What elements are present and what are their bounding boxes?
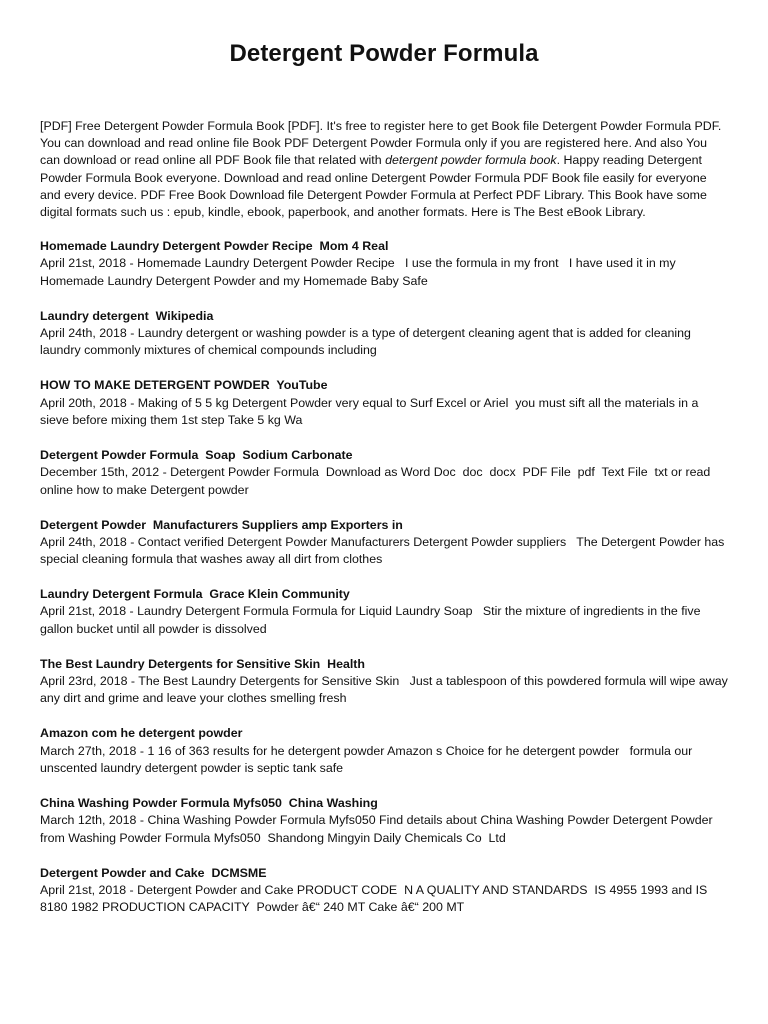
entry-title: Laundry detergent Wikipedia [40, 308, 214, 323]
entry-item [40, 308, 728, 360]
entry-item [40, 447, 728, 499]
entry-body: April 21st, 2018 - Laundry Detergent Formula Formula for Liquid Laundry Soap Stir the mixture of ingredients in the five gallon bucket until all powder is dissolved [40, 604, 704, 636]
page-title: Detergent Powder Formula [229, 40, 539, 67]
entry-title: China Washing Powder Formula Myfs050 China Washing [40, 796, 378, 811]
entry-item [40, 586, 728, 638]
entry-item [40, 517, 728, 569]
entry-title: Detergent Powder Formula Soap Sodium Carbonate [40, 448, 353, 463]
intro-italic-phrase: detergent powder formula book [385, 153, 557, 168]
entry-item [40, 725, 728, 777]
entry-body: April 23rd, 2018 - The Best Laundry Detergents for Sensitive Skin Just a tablespoon of this powdered formula will wipe away any dirt and grime and leave your clothes smelling fresh [40, 674, 732, 706]
entry-title: Detergent Powder and Cake DCMSME [40, 865, 267, 880]
entry-list [40, 238, 732, 917]
entry-title: Detergent Powder Manufacturers Suppliers amp Exporters in [40, 517, 403, 532]
entry-body: March 12th, 2018 - China Washing Powder Formula Myfs050 Find details about China Washing Powder Detergent Powder from Washing Powder Formula Myfs050 Shandong Mingyin Daily Chemicals Co Ltd [40, 813, 717, 845]
entry-title: Laundry Detergent Formula Grace Klein Community [40, 587, 350, 602]
entry-body: April 21st, 2018 - Homemade Laundry Detergent Powder Recipe I use the formula in my front I have used it in my Homemade Laundry Detergent Powder and my Homemade Baby Safe [40, 256, 680, 288]
entry-item [40, 656, 732, 708]
intro-text-before: [PDF] Free Detergent Powder Formula Book [PDF]. It's free to register here to get Book file Detergent Powder Formula PDF. You can download and read online file Book PDF Detergent Powder Formula only if you are registered here. And also You can download or read online all PDF Book file that related with [40, 119, 722, 168]
entry-body: March 27th, 2018 - 1 16 of 363 results for he detergent powder Amazon s Choice for he detergent powder formula our unscented laundry detergent powder is septic tank safe [40, 743, 696, 776]
entry-item [40, 795, 728, 847]
entry-item [40, 865, 728, 917]
entry-body: December 15th, 2012 - Detergent Powder Formula Download as Word Doc doc docx PDF File pdf Text File txt or read online how to make Detergent powder [40, 465, 714, 497]
intro-text-after: . Happy reading Detergent Powder Formula Book everyone. Download and read online Detergent Powder Formula PDF Book file easily for everyone and every device. PDF Free Book Download file Detergent Powder Formula at Perfect PDF Library. This Book have some digital formats such us : epub, kindle, ebook, paperbook, and another formats. Here is The Best eBook Library. [40, 153, 707, 220]
entry-body: April 24th, 2018 - Laundry detergent or washing powder is a type of detergent cleaning agent that is added for cleaning laundry commonly mixtures of chemical compounds including [40, 326, 695, 358]
entry-item [40, 238, 728, 290]
entry-item [40, 377, 728, 429]
entry-title: Homemade Laundry Detergent Powder Recipe Mom 4 Real [40, 239, 389, 254]
entry-body: April 20th, 2018 - Making of 5 5 kg Detergent Powder very equal to Surf Excel or Ariel you must sift all the materials in a sieve before mixing them 1st step Take 5 kg Wa [40, 395, 702, 428]
entry-title: The Best Laundry Detergents for Sensitive Skin Health [40, 656, 365, 671]
entry-body: April 21st, 2018 - Detergent Powder and Cake PRODUCT CODE N A QUALITY AND STANDARDS IS 4955 1993 and IS 8180 1982 PRODUCTION CAPACITY Powder â€“ 240 MT Cake â€“ 200 MT [40, 882, 711, 915]
intro-paragraph [40, 69, 728, 221]
entry-title: HOW TO MAKE DETERGENT POWDER YouTube [40, 378, 328, 393]
entry-body: April 24th, 2018 - Contact verified Detergent Powder Manufacturers Detergent Powder suppliers The Detergent Powder has special cleaning formula that washes away all dirt from clothes [40, 534, 728, 567]
entry-title: Amazon com he detergent powder [40, 726, 243, 741]
